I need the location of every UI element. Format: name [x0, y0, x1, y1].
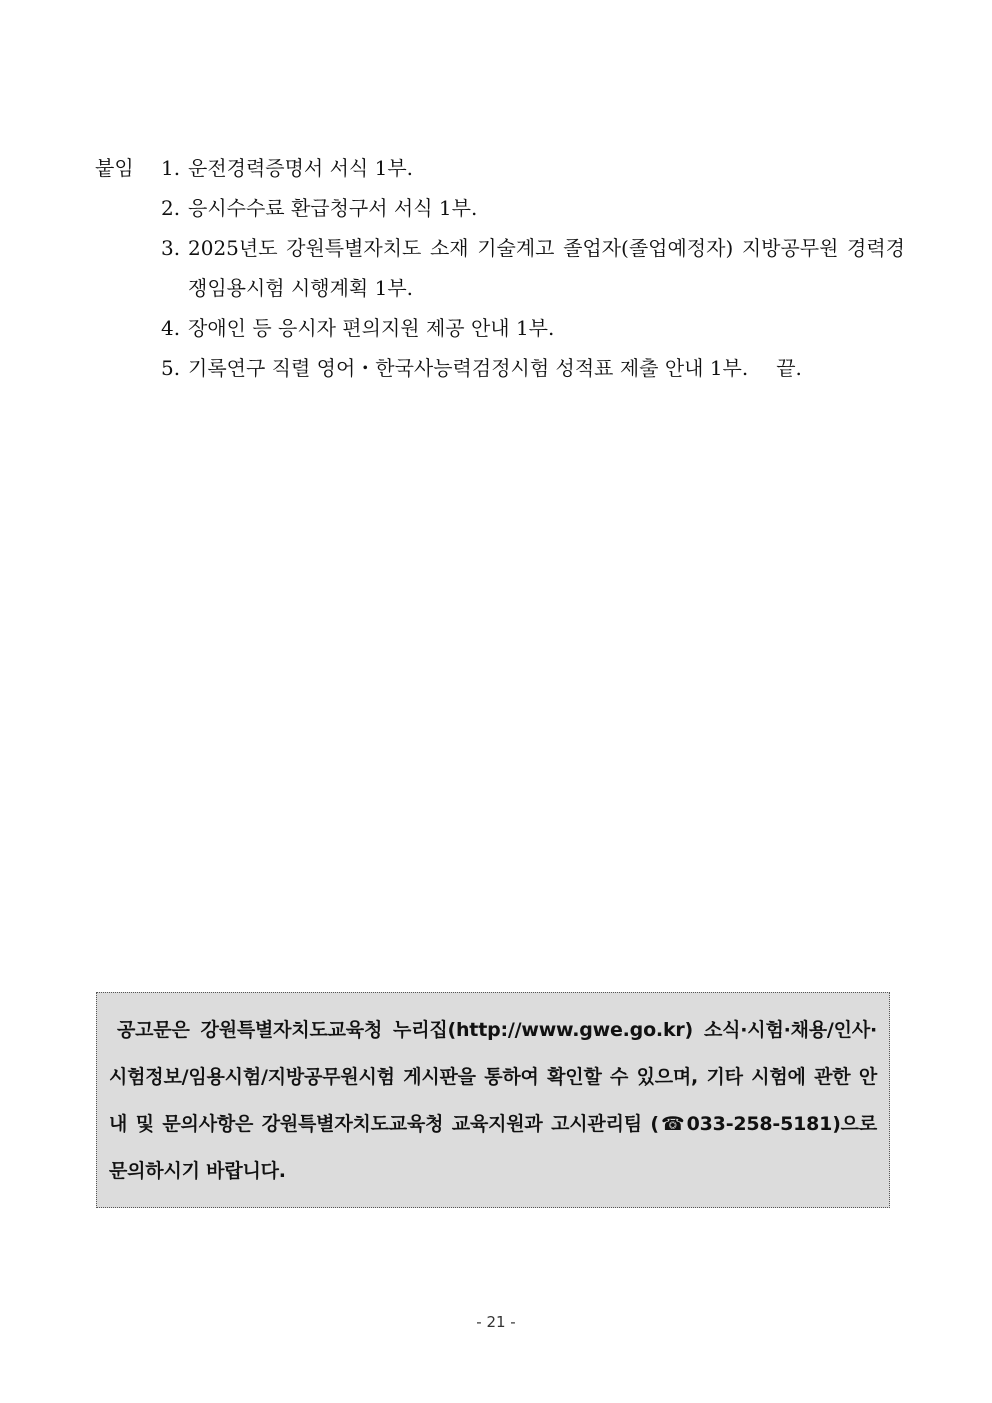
attachment-item-3	[95, 228, 905, 308]
attachment-item-2	[95, 188, 905, 228]
page-number: - 21 -	[476, 1313, 516, 1331]
attachment-number: 2.	[161, 196, 181, 220]
attachment-text: 2025년도 강원특별자치도 소재 기술계고 졸업자(졸업예정자) 지방공무원 경력경쟁임용시험 시행계획 1부.	[188, 236, 905, 300]
attachment-number: 4.	[161, 316, 181, 340]
attachment-text	[188, 348, 905, 388]
end-mark: 끝.	[776, 356, 802, 380]
attachment-item-1	[95, 148, 905, 188]
attachment-text: 응시수수료 환급청구서 서식 1부.	[188, 196, 478, 220]
attachment-text: 장애인 등 응시자 편의지원 제공 안내 1부.	[188, 316, 555, 340]
attachment-number: 1.	[161, 156, 181, 180]
attachment-item-5	[95, 348, 905, 388]
attachment-number: 3.	[161, 236, 181, 260]
attachment-item-4	[95, 308, 905, 348]
notice-text: 공고문은 강원특별자치도교육청 누리집(http://www.gwe.go.kr) 소식·시험·채용/인사·시험정보/임용시험/지방공무원시험 게시판을 통하여 확인할 수 있으며, 기타 시험에 관한 안내 및 문의사항은 강원특별자치도교육청 교육지원과 고시관리팀 (☎033-258-5181)으로 문의하시기 바랍니다.	[109, 1019, 877, 1182]
attachment-text-content: 기록연구 직렬 영어・한국사능력검정시험 성적표 제출 안내 1부.	[188, 356, 749, 380]
notice-box	[96, 992, 890, 1208]
attachment-number: 5.	[161, 356, 181, 380]
attachments-section	[95, 148, 905, 388]
attachment-text: 운전경력증명서 서식 1부.	[188, 156, 413, 180]
attachments-label: 붙임	[95, 156, 134, 180]
